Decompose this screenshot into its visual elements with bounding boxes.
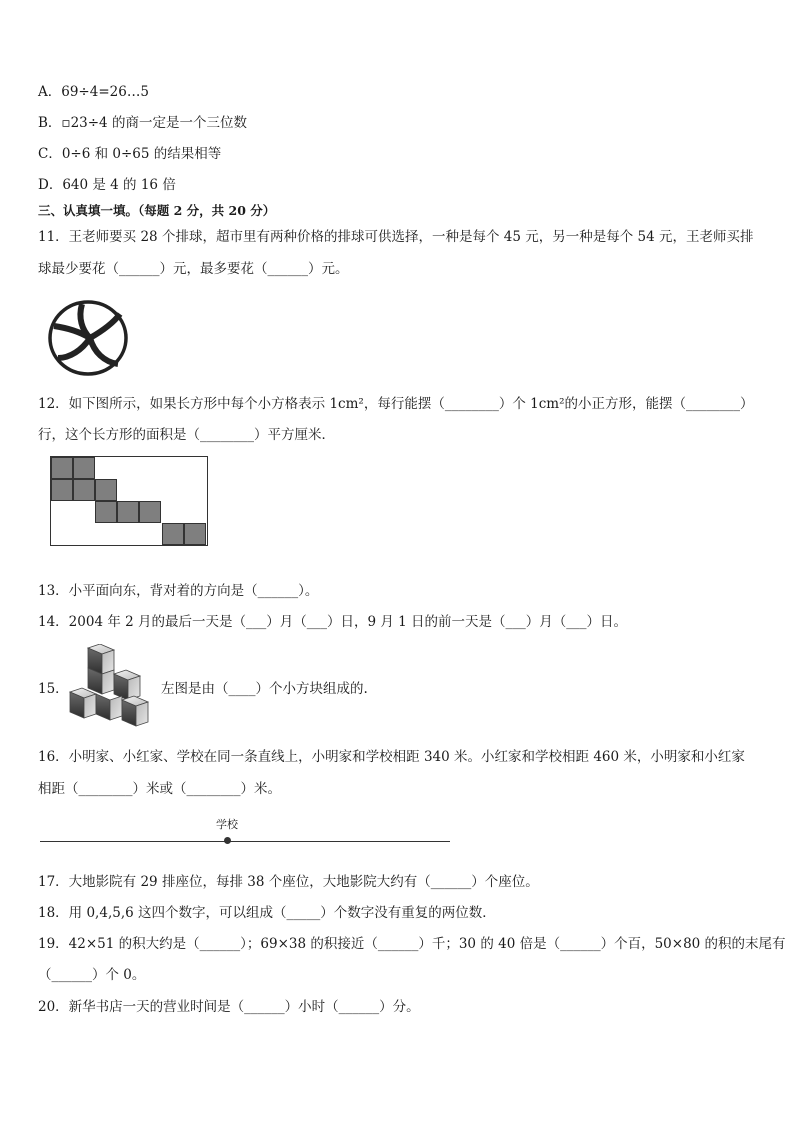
q11-line2: 球最少要花（______）元，最多要花（______）元。 <box>38 261 349 277</box>
q19-line2: （______）个 0。 <box>38 967 146 983</box>
grid-square <box>117 501 139 523</box>
q11-line1: 11．王老师要买 28 个排球，超市里有两种价格的排球可供选择，一种是每个 45 元，另一种是每个 54 元，王老师买排 <box>38 229 754 245</box>
option-a: A．69÷4=26…5 <box>38 84 149 100</box>
rectangle-grid-figure <box>50 456 208 546</box>
straight-line <box>40 841 450 842</box>
volleyball-figure <box>48 300 130 376</box>
grid-square <box>139 501 161 523</box>
option-b: B．▫23÷4 的商一定是一个三位数 <box>38 115 247 131</box>
school-line-diagram <box>40 818 450 854</box>
grid-square <box>51 457 73 479</box>
q13: 13．小平面向东，背对着的方向是（______）。 <box>38 583 319 599</box>
q12-line1: 12．如下图所示，如果长方形中每个小方格表示 1cm²，每行能摆（________）个 1cm²的小正方形，能摆（________） <box>38 396 754 412</box>
grid-square <box>73 457 95 479</box>
q14: 14．2004 年 2 月的最后一天是（___）月（___）日，9 月 1 日的前一天是（___）月（___）日。 <box>38 614 628 630</box>
grid-square <box>95 501 117 523</box>
grid-square <box>51 479 73 501</box>
q15-number: 15． <box>38 681 69 697</box>
school-point <box>224 837 231 844</box>
q20: 20．新华书店一天的营业时间是（______）小时（______）分。 <box>38 999 420 1015</box>
q17: 17．大地影院有 29 排座位，每排 38 个座位，大地影院大约有（______）个座位。 <box>38 874 539 890</box>
q16-line1: 16．小明家、小红家、学校在同一条直线上，小明家和学校相距 340 米。小红家和学校相距 460 米，小明家和小红家 <box>38 749 745 765</box>
school-label: 学校 <box>216 818 238 831</box>
cube-stack-figure <box>66 644 160 730</box>
grid-square <box>184 523 206 545</box>
section-title: 三、认真填一填。（每题 2 分，共 20 分） <box>38 203 276 218</box>
q16-line2: 相距（________）米或（________）米。 <box>38 781 281 797</box>
option-c: C．0÷6 和 0÷65 的结果相等 <box>38 146 222 162</box>
q19-line1: 19．42×51 的积大约是（______）；69×38 的积接近（______）千；30 的 40 倍是（______）个百，50×80 的积的末尾有 <box>38 936 786 952</box>
grid-square <box>162 523 184 545</box>
q15-text: 左图是由（____）个小方块组成的. <box>161 681 368 697</box>
grid-square <box>95 479 117 501</box>
grid-square <box>73 479 95 501</box>
q12-line2: 行，这个长方形的面积是（________）平方厘米． <box>38 427 335 443</box>
option-d: D．640 是 4 的 16 倍 <box>38 177 176 193</box>
q18: 18．用 0,4,5,6 这四个数字，可以组成（_____）个数字没有重复的两位数． <box>38 905 496 921</box>
